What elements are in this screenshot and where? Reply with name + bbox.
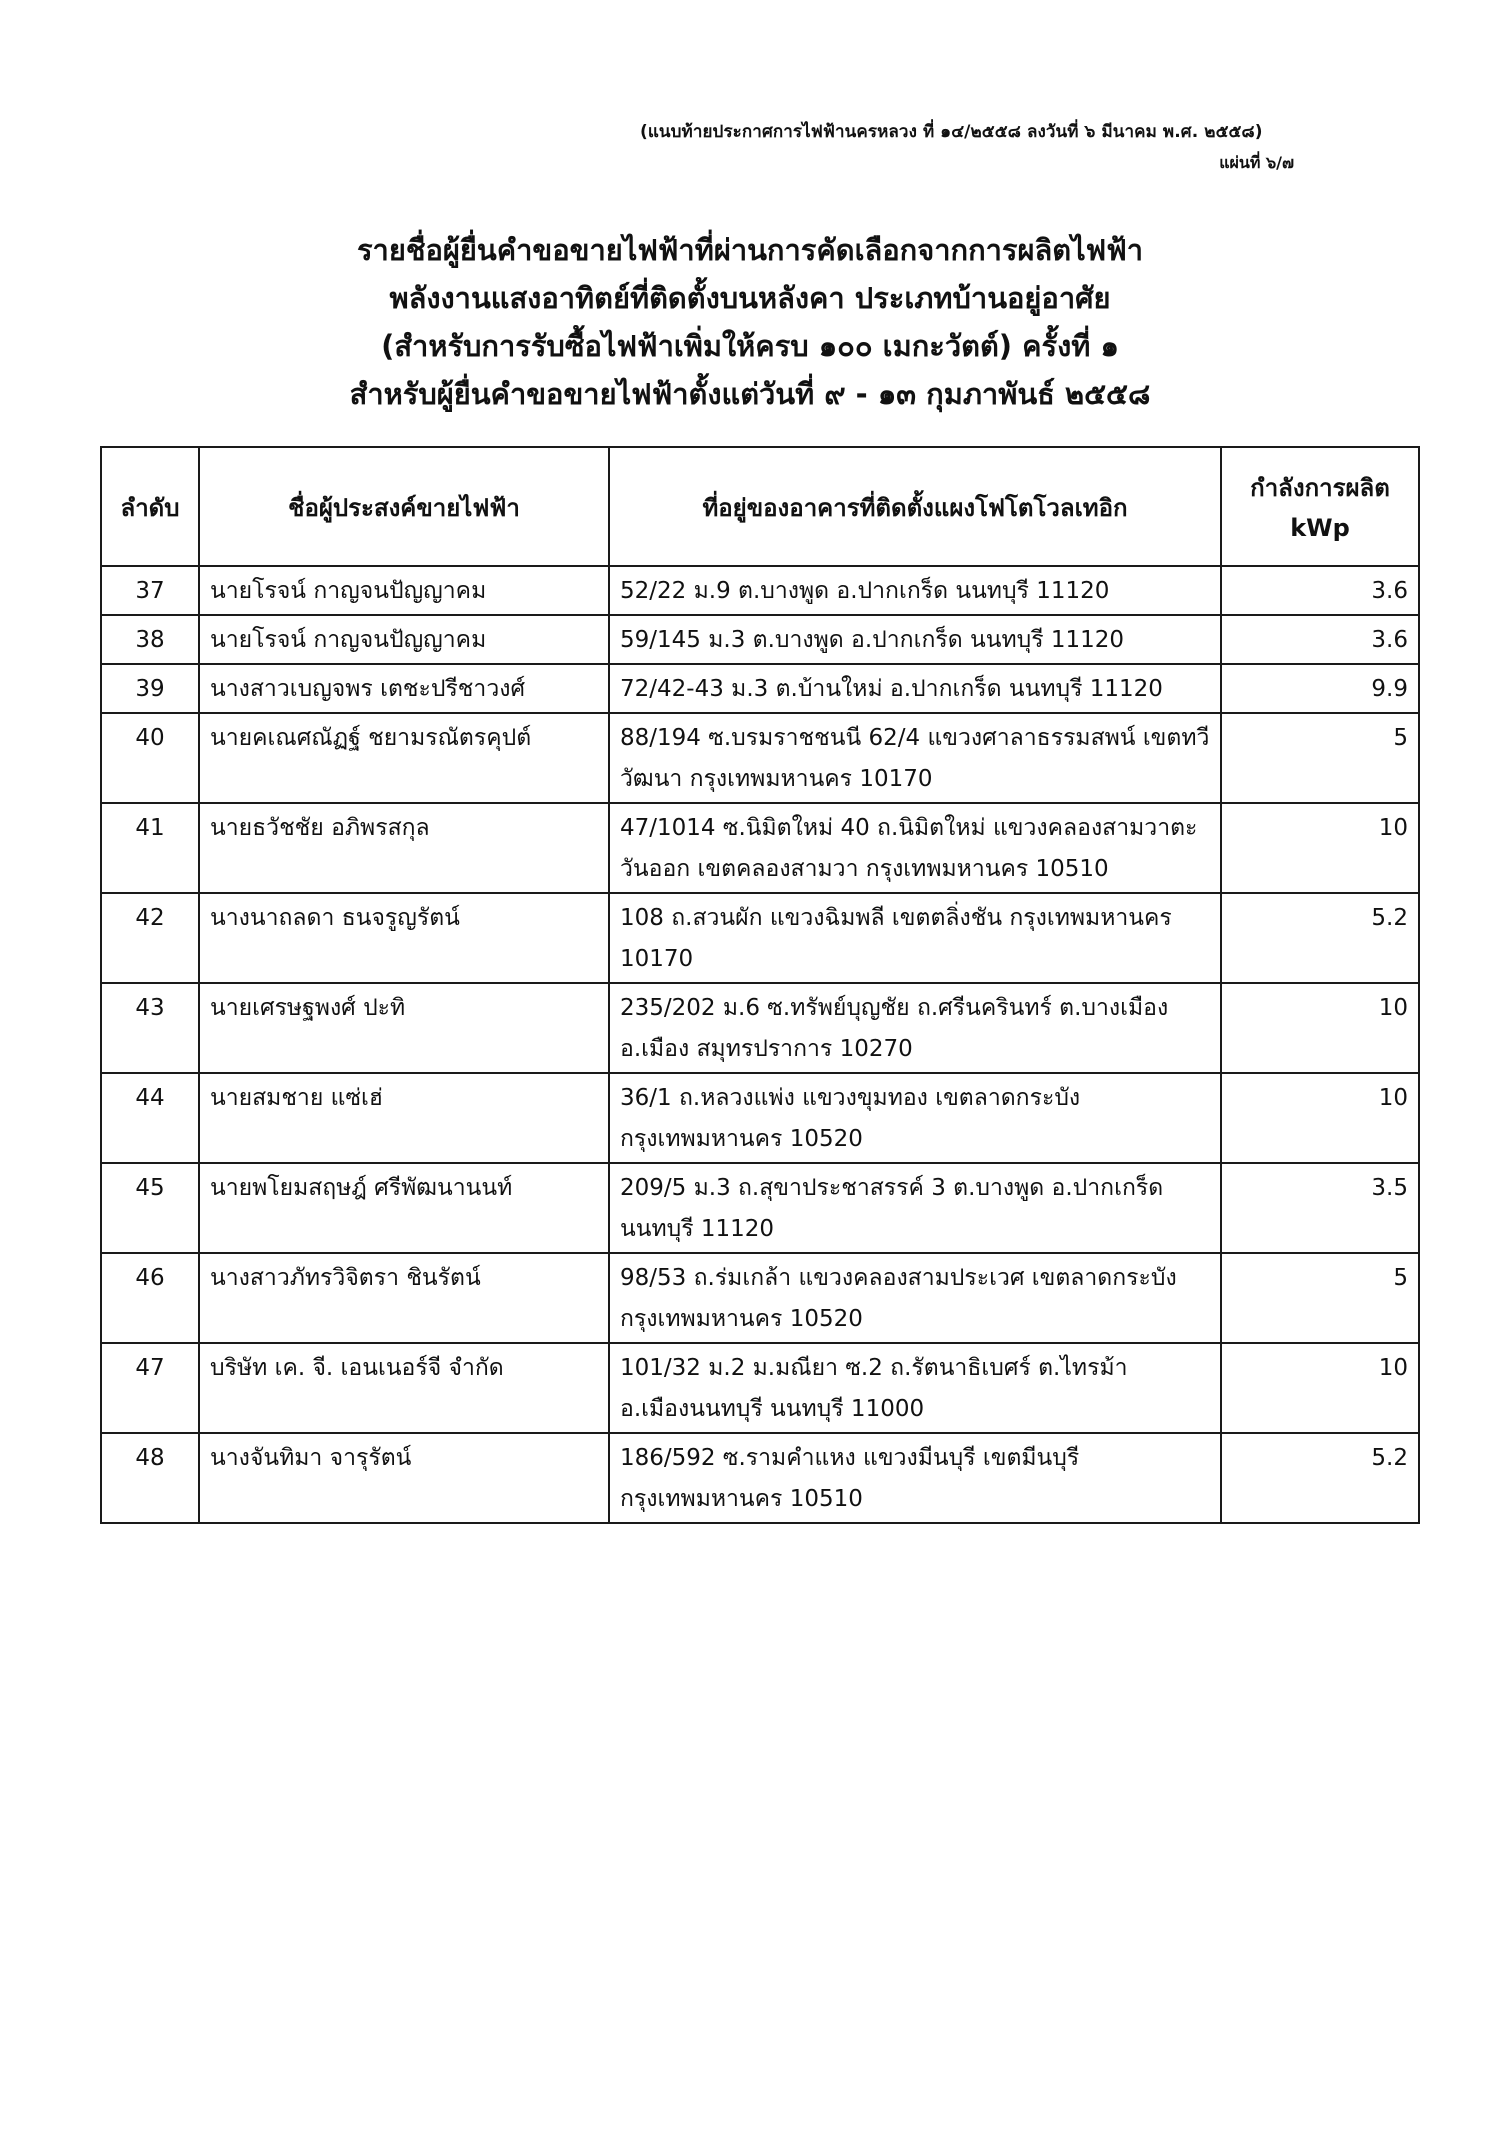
cell-kwp: 10 — [1221, 1343, 1419, 1433]
cell-no: 37 — [101, 566, 199, 615]
title-line-4: สำหรับผู้ยื่นคำขอขายไฟฟ้าตั้งแต่วันที่ ๙ - ๑๓ กุมภาพันธ์ ๒๕๕๘ — [349, 377, 1151, 411]
title-line-1: รายชื่อผู้ยื่นคำขอขายไฟฟ้าที่ผ่านการคัดเลือกจากการผลิตไฟฟ้า — [356, 233, 1144, 267]
cell-kwp: 5 — [1221, 713, 1419, 803]
table-row — [101, 615, 1419, 664]
cell-name: นายเศรษฐพงศ์ ปะทิ — [199, 983, 609, 1073]
cell-kwp: 3.6 — [1221, 615, 1419, 664]
cell-no: 45 — [101, 1163, 199, 1253]
header-capacity-label: กำลังการผลิต — [1250, 473, 1390, 502]
table-row — [101, 803, 1419, 893]
cell-name: บริษัท เค. จี. เอนเนอร์จี จำกัด — [199, 1343, 609, 1433]
cell-no: 41 — [101, 803, 199, 893]
table-row — [101, 664, 1419, 713]
header-address: ที่อยู่ของอาคารที่ติดตั้งแผงโฟโตโวลเทอิก — [609, 447, 1221, 566]
cell-address: 98/53 ถ.ร่มเกล้า แขวงคลองสามประเวศ เขตลาดกระบัง กรุงเทพมหานคร 10520 — [609, 1253, 1221, 1343]
cell-address: 47/1014 ซ.นิมิตใหม่ 40 ถ.นิมิตใหม่ แขวงคลองสามวาตะวันออก เขตคลองสามวา กรุงเทพมหานคร 10510 — [609, 803, 1221, 893]
cell-no: 46 — [101, 1253, 199, 1343]
cell-address: 88/194 ซ.บรมราชชนนี 62/4 แขวงศาลาธรรมสพน์ เขตทวีวัฒนา กรุงเทพมหานคร 10170 — [609, 713, 1221, 803]
cell-kwp: 3.6 — [1221, 566, 1419, 615]
table-row — [101, 893, 1419, 983]
cell-name: นายคเณศณัฏฐ์ ชยามรณัตรคุปต์ — [199, 713, 609, 803]
cell-name: นายโรจน์ กาญจนปัญญาคม — [199, 615, 609, 664]
header-no: ลำดับ — [101, 447, 199, 566]
cell-address: 72/42-43 ม.3 ต.บ้านใหม่ อ.ปากเกร็ด นนทบุรี 11120 — [609, 664, 1221, 713]
cell-name: นางสาวภัทรวิจิตรา ชินรัตน์ — [199, 1253, 609, 1343]
cell-address: 186/592 ซ.รามคำแหง แขวงมีนบุรี เขตมีนบุรี กรุงเทพมหานคร 10510 — [609, 1433, 1221, 1523]
cell-address: 59/145 ม.3 ต.บางพูด อ.ปากเกร็ด นนทบุรี 11120 — [609, 615, 1221, 664]
table-row — [101, 1433, 1419, 1523]
cell-address: 235/202 ม.6 ซ.ทรัพย์บุญชัย ถ.ศรีนครินทร์ ต.บางเมือง อ.เมือง สมุทรปราการ 10270 — [609, 983, 1221, 1073]
cell-kwp: 10 — [1221, 983, 1419, 1073]
cell-address: 36/1 ถ.หลวงแพ่ง แขวงขุมทอง เขตลาดกระบัง กรุงเทพมหานคร 10520 — [609, 1073, 1221, 1163]
cell-name: นางจันทิมา จารุรัตน์ — [199, 1433, 609, 1523]
cell-name: นางสาวเบญจพร เตชะปรีชาวงศ์ — [199, 664, 609, 713]
cell-kwp: 5 — [1221, 1253, 1419, 1343]
table-row — [101, 566, 1419, 615]
cell-kwp: 10 — [1221, 1073, 1419, 1163]
header-name: ชื่อผู้ประสงค์ขายไฟฟ้า — [199, 447, 609, 566]
cell-name: นายพโยมสฤษฎ์ ศรีพัฒนานนท์ — [199, 1163, 609, 1253]
cell-address: 101/32 ม.2 ม.มณียา ซ.2 ถ.รัตนาธิเบศร์ ต.ไทรม้า อ.เมืองนนทบุรี นนทบุรี 11000 — [609, 1343, 1221, 1433]
cell-no: 44 — [101, 1073, 199, 1163]
table-row — [101, 1073, 1419, 1163]
cell-kwp: 9.9 — [1221, 664, 1419, 713]
cell-no: 47 — [101, 1343, 199, 1433]
cell-kwp: 5.2 — [1221, 1433, 1419, 1523]
cell-address: 108 ถ.สวนผัก แขวงฉิมพลี เขตตลิ่งชัน กรุงเทพมหานคร 10170 — [609, 893, 1221, 983]
table-row — [101, 1163, 1419, 1253]
header-capacity-unit: kWp — [1290, 513, 1350, 542]
cell-address: 209/5 ม.3 ถ.สุขาประชาสรรค์ 3 ต.บางพูด อ.ปากเกร็ด นนทบุรี 11120 — [609, 1163, 1221, 1253]
cell-name: นายสมชาย แซ่เฮ่ — [199, 1073, 609, 1163]
cell-name: นายธวัชชัย อภิพรสกุล — [199, 803, 609, 893]
cell-name: นางนาถลดา ธนจรูญรัตน์ — [199, 893, 609, 983]
cell-kwp: 3.5 — [1221, 1163, 1419, 1253]
cell-no: 42 — [101, 893, 199, 983]
title-line-2: พลังงานแสงอาทิตย์ที่ติดตั้งบนหลังคา ประเภทบ้านอยู่อาศัย — [389, 281, 1111, 315]
seller-list-table — [100, 446, 1420, 1524]
annex-note: (แนบท้ายประกาศการไฟฟ้านครหลวง ที่ ๑๔/๒๕๕๘ ลงวันที่ ๖ มีนาคม พ.ศ. ๒๕๕๘) — [640, 122, 1263, 142]
cell-kwp: 10 — [1221, 803, 1419, 893]
table-row — [101, 983, 1419, 1073]
table-row — [101, 1253, 1419, 1343]
cell-name: นายโรจน์ กาญจนปัญญาคม — [199, 566, 609, 615]
cell-no: 48 — [101, 1433, 199, 1523]
sheet-number: แผ่นที่ ๖/๗ — [1219, 153, 1294, 172]
cell-no: 39 — [101, 664, 199, 713]
document-title — [0, 226, 1500, 418]
table-body — [101, 566, 1419, 1523]
cell-no: 40 — [101, 713, 199, 803]
table-header-row — [101, 447, 1419, 566]
cell-no: 43 — [101, 983, 199, 1073]
cell-no: 38 — [101, 615, 199, 664]
cell-kwp: 5.2 — [1221, 893, 1419, 983]
table-row — [101, 713, 1419, 803]
title-line-3: (สำหรับการรับซื้อไฟฟ้าเพิ่มให้ครบ ๑๐๐ เมกะวัตต์) ครั้งที่ ๑ — [381, 329, 1119, 363]
table-row — [101, 1343, 1419, 1433]
header-capacity — [1221, 447, 1419, 566]
cell-address: 52/22 ม.9 ต.บางพูด อ.ปากเกร็ด นนทบุรี 11120 — [609, 566, 1221, 615]
